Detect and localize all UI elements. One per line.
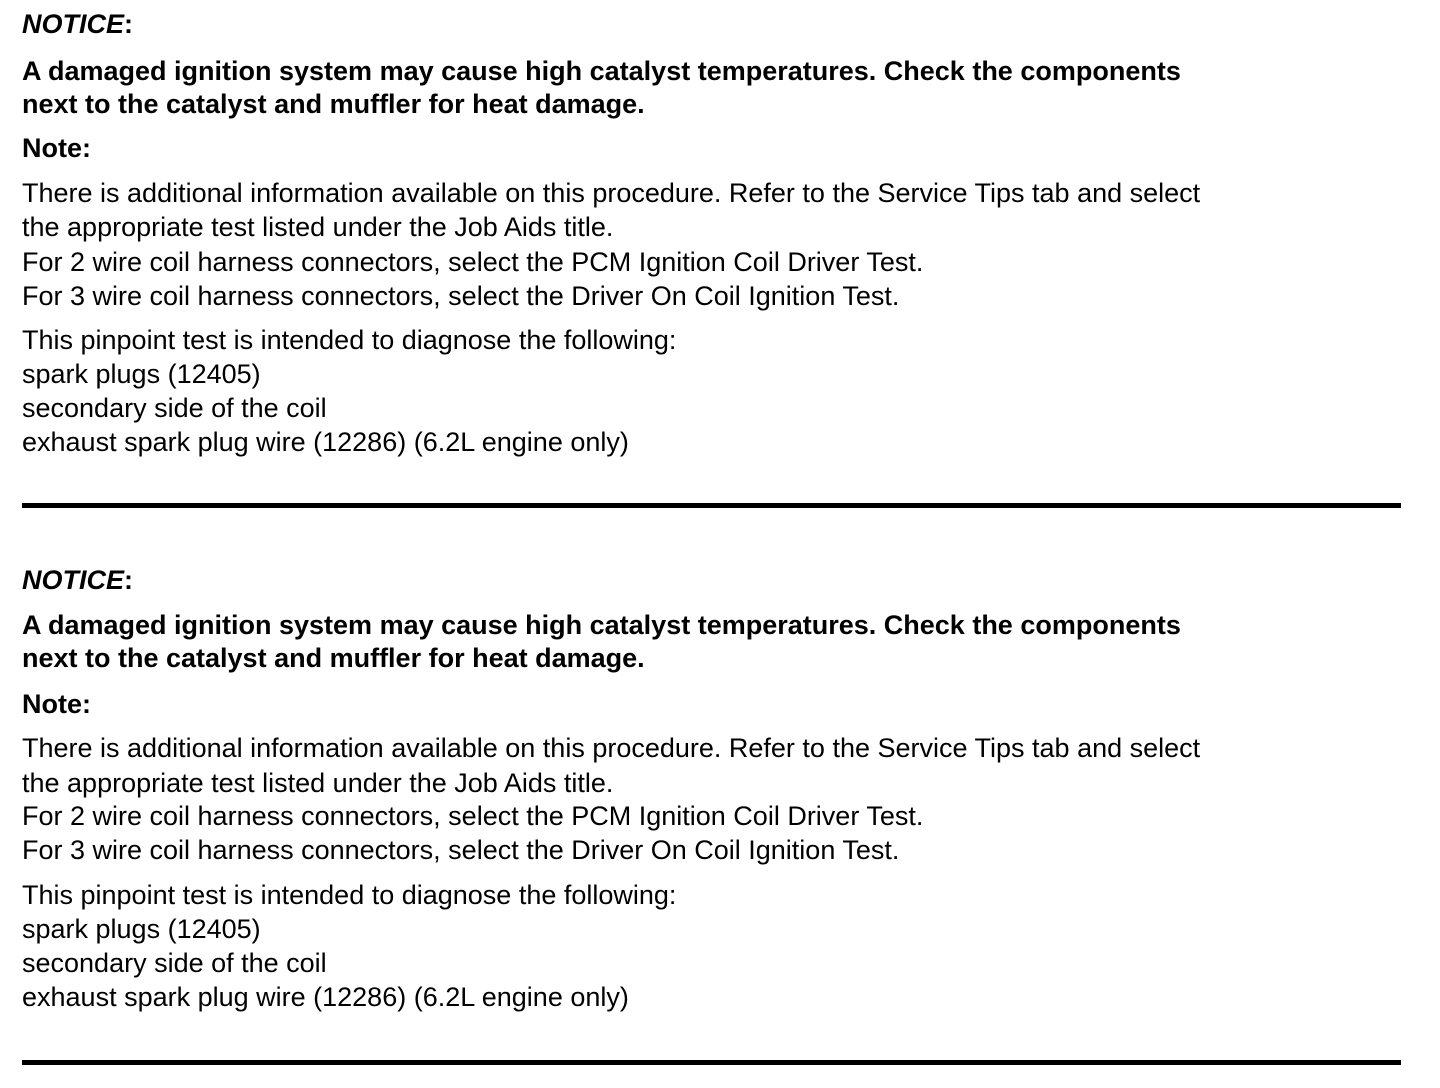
diagnose-item: spark plugs (12405) — [22, 359, 261, 389]
warning-line: A damaged ignition system may cause high catalyst temperatures. Check the components — [22, 56, 1181, 86]
diagnose-item: spark plugs (12405) — [22, 914, 261, 944]
note-line: For 3 wire coil harness connectors, select the Driver On Coil Ignition Test. — [22, 835, 900, 865]
note-label: Note: — [22, 689, 91, 719]
section-divider — [22, 1060, 1401, 1065]
note-line: For 2 wire coil harness connectors, select the PCM Ignition Coil Driver Test. — [22, 801, 924, 831]
diagnose-item: exhaust spark plug wire (12286) (6.2L engine only) — [22, 427, 629, 457]
diagnose-item: secondary side of the coil — [22, 948, 327, 978]
note-line: For 2 wire coil harness connectors, select the PCM Ignition Coil Driver Test. — [22, 247, 924, 277]
diagnose-item: secondary side of the coil — [22, 393, 327, 423]
notice-colon: : — [124, 565, 134, 595]
note-line: There is additional information available on this procedure. Refer to the Service Tips tab and select — [22, 178, 1201, 208]
diagnose-item: exhaust spark plug wire (12286) (6.2L engine only) — [22, 982, 629, 1012]
diagnose-intro: This pinpoint test is intended to diagnose the following: — [22, 325, 677, 355]
warning-line: A damaged ignition system may cause high catalyst temperatures. Check the components — [22, 610, 1181, 640]
note-line: For 3 wire coil harness connectors, select the Driver On Coil Ignition Test. — [22, 281, 900, 311]
notice-word: NOTICE — [22, 565, 125, 595]
notice-colon: : — [124, 9, 134, 39]
warning-line: next to the catalyst and muffler for heat damage. — [22, 643, 645, 673]
note-label: Note: — [22, 133, 91, 163]
notice-word: NOTICE — [22, 9, 125, 39]
diagnose-intro: This pinpoint test is intended to diagnose the following: — [22, 880, 677, 910]
note-line: the appropriate test listed under the Job Aids title. — [22, 212, 614, 242]
note-line: the appropriate test listed under the Job Aids title. — [22, 768, 614, 798]
notice-label — [22, 564, 133, 596]
warning-line: next to the catalyst and muffler for heat damage. — [22, 89, 645, 119]
section-divider — [22, 503, 1401, 508]
notice-label — [22, 8, 133, 40]
note-line: There is additional information available on this procedure. Refer to the Service Tips tab and select — [22, 733, 1201, 763]
